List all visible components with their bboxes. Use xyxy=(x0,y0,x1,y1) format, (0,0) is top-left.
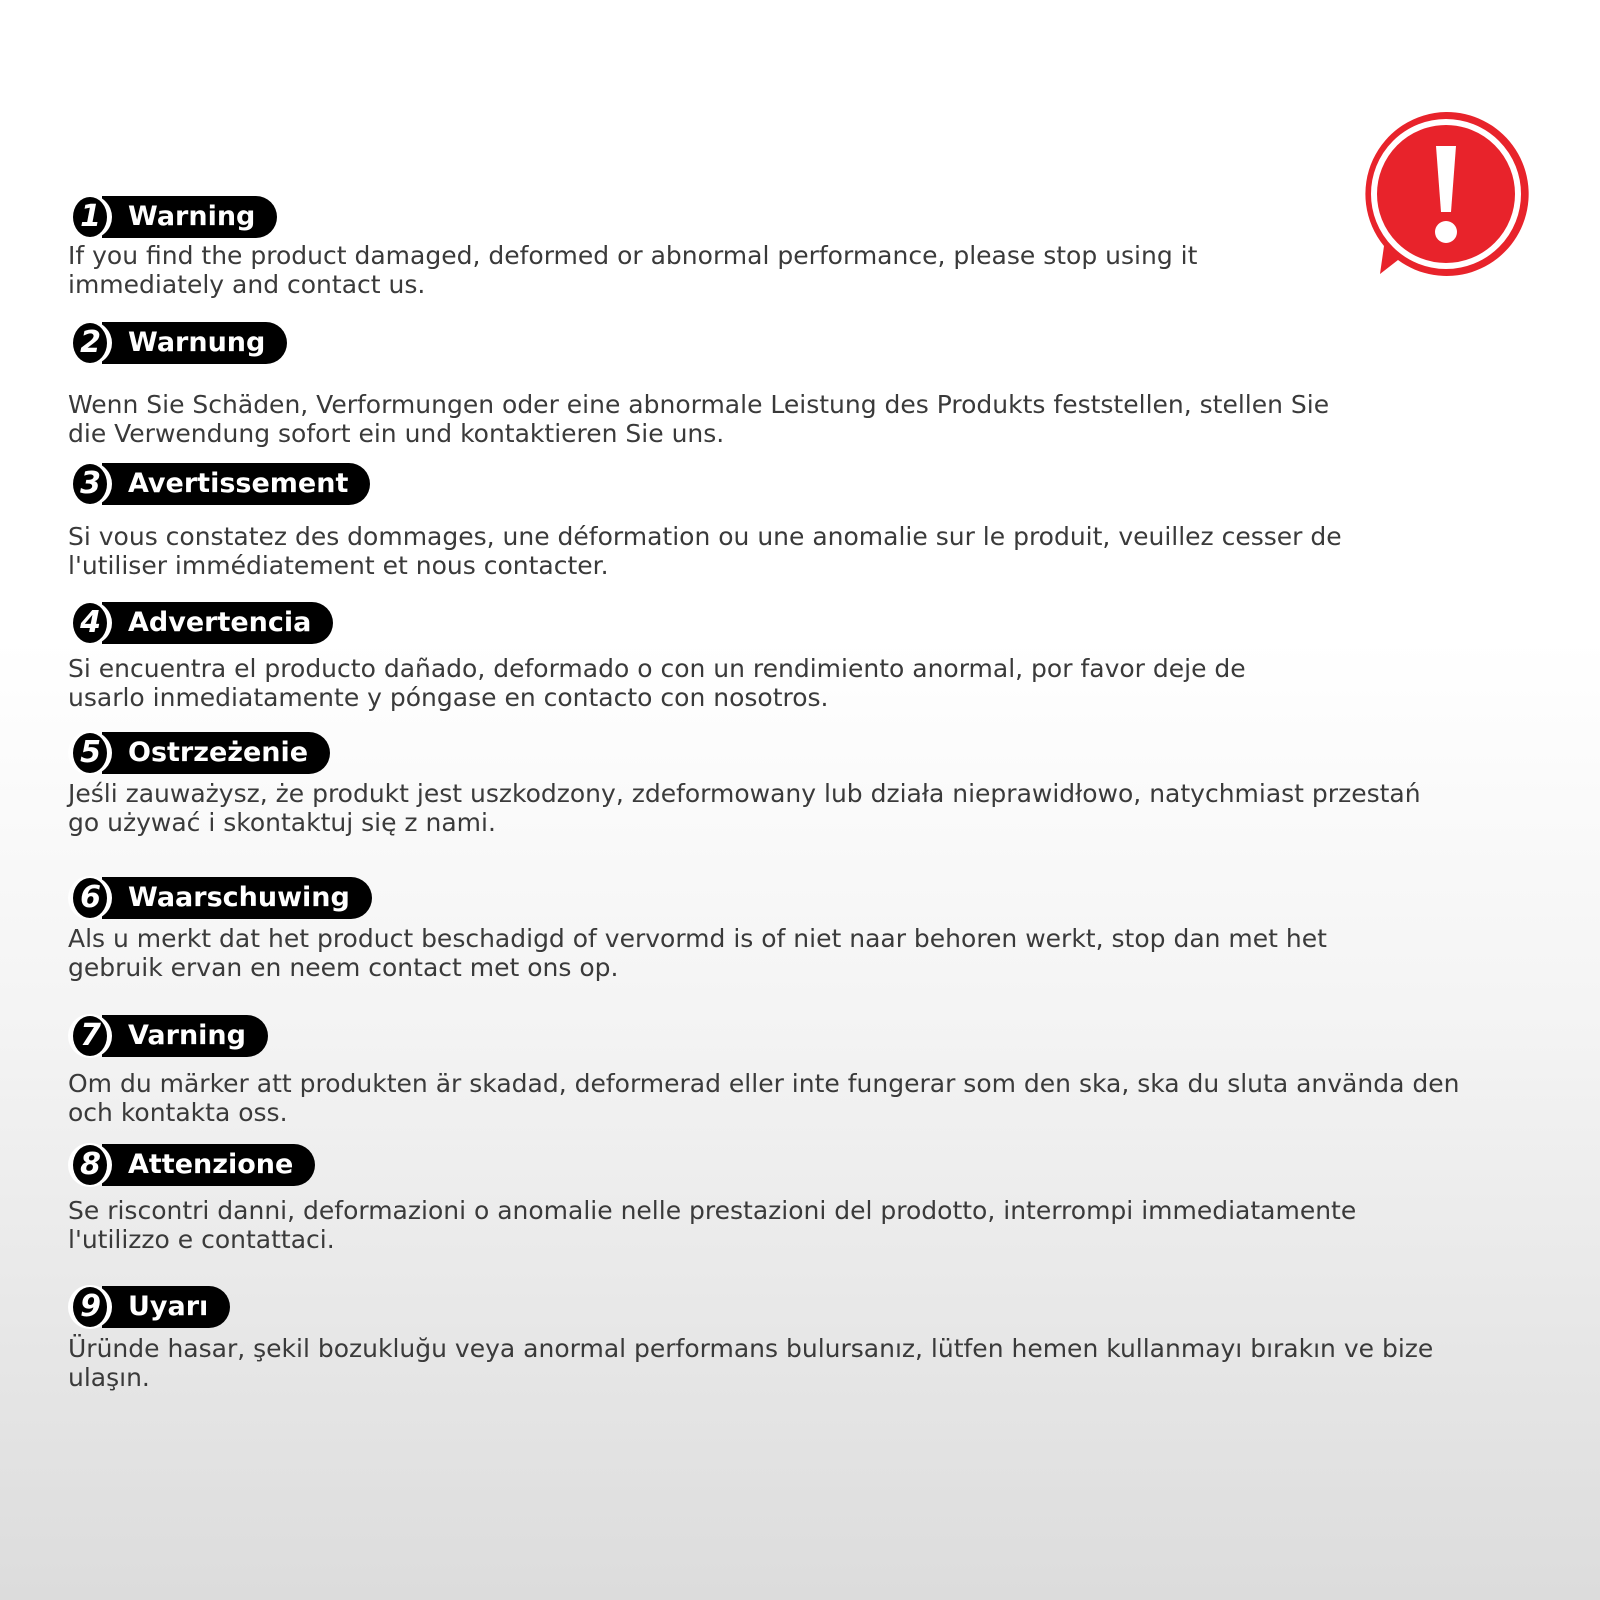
section-text: Wenn Sie Schäden, Verformungen oder eine abnormale Leistung des Produkts feststellen, stellen Sie die Verwendung sofort ein und kontaktieren Sie uns. xyxy=(68,390,1330,448)
warning-section-5 xyxy=(68,732,1448,837)
warning-section-6 xyxy=(68,877,1328,982)
number-badge xyxy=(68,462,112,506)
number-label: 8 xyxy=(73,1145,107,1185)
warning-section-3 xyxy=(68,463,1438,580)
section-title: Warning xyxy=(108,196,277,238)
number-badge xyxy=(68,601,112,645)
section-title: Uyarı xyxy=(108,1286,230,1328)
section-title: Waarschuwing xyxy=(108,877,372,919)
section-title: Varning xyxy=(108,1015,268,1057)
number-label: 2 xyxy=(73,323,107,363)
section-text: Se riscontri danni, deformazioni o anomalie nelle prestazioni del prodotto, interrompi immediatamente l'utilizzo e contattaci. xyxy=(68,1196,1357,1254)
section-text: Üründe hasar, şekil bozukluğu veya anormal performans bulursanız, lütfen hemen kullanmayı bırakın ve bize ulaşın. xyxy=(68,1334,1434,1392)
exclamation-alert-icon xyxy=(1358,106,1534,282)
section-tag xyxy=(68,463,1438,505)
number-badge xyxy=(68,1285,112,1329)
number-badge xyxy=(68,321,112,365)
section-tag xyxy=(68,1015,1508,1057)
section-title: Advertencia xyxy=(108,602,333,644)
section-tag xyxy=(68,1286,1438,1328)
number-label: 5 xyxy=(73,733,107,773)
section-tag xyxy=(68,196,1348,238)
number-label: 9 xyxy=(73,1287,107,1327)
number-badge xyxy=(68,731,112,775)
warning-section-7 xyxy=(68,1015,1508,1127)
section-text: Si vous constatez des dommages, une déformation ou une anomalie sur le produit, veuillez cesser de l'utiliser immédiatement et nous contacter. xyxy=(68,522,1342,580)
warning-section-9 xyxy=(68,1286,1438,1392)
warning-section-4 xyxy=(68,602,1268,712)
section-text: If you find the product damaged, deformed or abnormal performance, please stop using it immediately and contact us. xyxy=(68,241,1198,299)
number-badge xyxy=(68,195,112,239)
warning-section-1 xyxy=(68,196,1348,299)
section-text: Als u merkt dat het product beschadigd of vervormd is of niet naar behoren werkt, stop dan met het gebruik ervan en neem contact met ons op. xyxy=(68,924,1327,982)
section-title: Attenzione xyxy=(108,1144,315,1186)
warning-section-8 xyxy=(68,1144,1368,1254)
number-label: 6 xyxy=(73,878,107,918)
section-tag xyxy=(68,877,1328,919)
section-tag xyxy=(68,322,1368,364)
section-text: Om du märker att produkten är skadad, deformerad eller inte fungerar som den ska, ska du sluta använda den och kontakta oss. xyxy=(68,1069,1460,1127)
number-label: 4 xyxy=(73,603,107,643)
number-badge xyxy=(68,1014,112,1058)
section-tag xyxy=(68,732,1448,774)
section-text: Si encuentra el producto dañado, deformado o con un rendimiento anormal, por favor deje de usarlo inmediatamente y póngase en contacto con nosotros. xyxy=(68,654,1246,712)
section-text: Jeśli zauważysz, że produkt jest uszkodzony, zdeformowany lub działa nieprawidłowo, natychmiast przestań go używać i skontaktuj się z nami. xyxy=(68,779,1421,837)
section-title: Ostrzeżenie xyxy=(108,732,330,774)
section-tag xyxy=(68,602,1268,644)
number-badge xyxy=(68,1143,112,1187)
number-label: 1 xyxy=(73,197,107,237)
section-title: Avertissement xyxy=(108,463,370,505)
number-badge xyxy=(68,876,112,920)
section-title: Warnung xyxy=(108,322,287,364)
number-label: 7 xyxy=(73,1016,107,1056)
warning-section-2 xyxy=(68,322,1368,448)
number-label: 3 xyxy=(73,464,107,504)
section-tag xyxy=(68,1144,1368,1186)
